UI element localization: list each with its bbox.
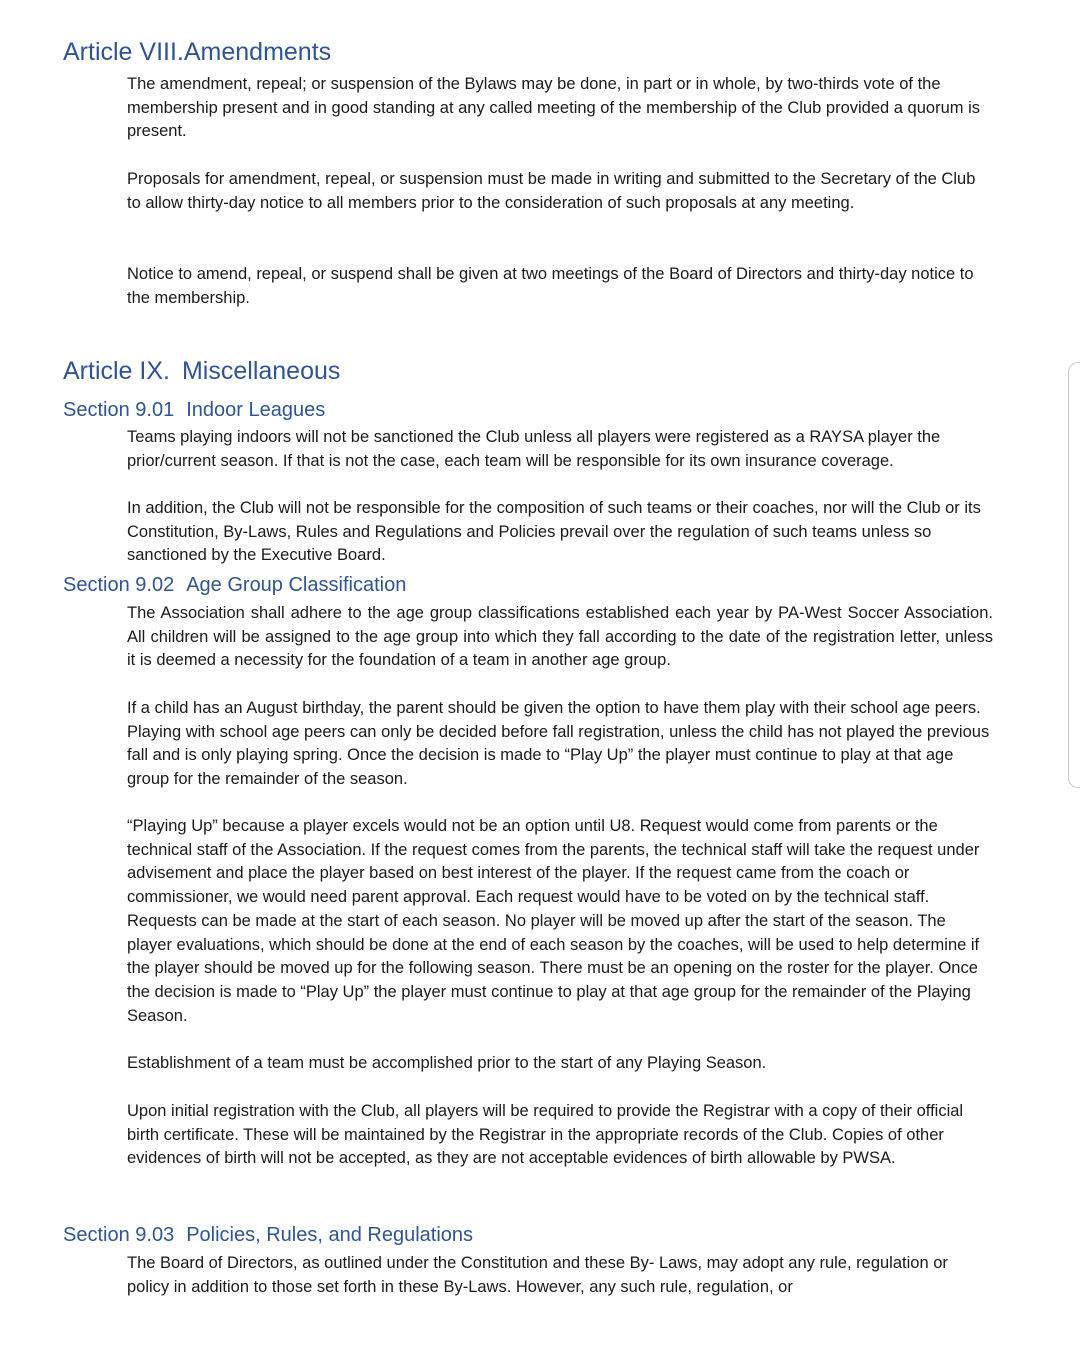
section-9-01-heading [63,397,325,423]
section-9-01-paragraph-2: In addition, the Club will not be responsible for the composition of such teams or their coaches, nor will the Club or its Constitution, By-Laws, Rules and Regulations and Policies prevail over the regulation of such teams unless so sanctioned by the Executive Board. [127,499,981,565]
section-9-01-number: Section 9.01 [63,399,175,421]
section-9-02-title: Age Group Classification [186,574,407,596]
section-9-01-paragraph-1: Teams playing indoors will not be sanctioned the Club unless all players were registered as a RAYSA player the prior/current season. If that is not the case, each team will be responsible for its own insurance coverage. [127,428,941,470]
section-9-02-paragraph-2: If a child has an August birthday, the parent should be given the option to have them play with their school age peers. Playing with school age peers can only be decided before fall registration, unless the child has not played the previous fall and is only playing spring. Once the decision is made to “Play Up” the player must continue to play at that age group for the remainder of the season. [127,699,990,789]
section-9-03-number: Section 9.03 [63,1224,175,1246]
scrollbar-handle[interactable] [1068,362,1080,788]
article-8-paragraph-2: Proposals for amendment, repeal, or suspension must be made in writing and submitted to the Secretary of the Club to allow thirty-day notice to all members prior to the consideration of such proposals at any meeting. [127,170,976,212]
article-8-paragraph-3: Notice to amend, repeal, or suspend shall be given at two meetings of the Board of Directors and thirty-day notice to the membership. [127,265,974,307]
article-8-heading: Article VIII.Amendments [63,38,332,66]
article-9-number: Article IX. [63,357,170,385]
section-9-02-paragraph-1: The Association shall adhere to the age group classifications established each year by PA-West Soccer Association. All children will be assigned to the age group into which they fall according to the date of the registration letter, unless it is deemed a necessity for the foundation of a team in another age group. [127,604,993,670]
article-9-heading [63,356,340,386]
section-9-03-heading [63,1222,473,1248]
section-9-02-paragraph-5: Upon initial registration with the Club, all players will be required to provide the Registrar with a copy of their official birth certificate. These will be maintained by the Registrar in the appropriate records of the Club. Copies of other evidences of birth will not be accepted, as they are not acceptable evidences of birth allowable by PWSA. [127,1102,964,1168]
section-9-02-heading [63,572,406,598]
section-9-02-paragraph-3: “Playing Up” because a player excels would not be an option until U8. Request would come from parents or the technical staff of the Association. If the request comes from the parents, the technical staff will take the request under advisement and place the player based on best interest of the player. If the request came from the coach or commissioner, we would need parent approval. Each request would have to be voted on by the technical staff. Requests can be made at the start of each season. No player will be moved up after the start of the season. The player evaluations, which should be done at the end of each season by the coaches, will be used to help determine if the player should be moved up for the following season. There must be an opening on the roster for the player. Once the decision is made to “Play Up” the player must continue to play at that age group for the remainder of the Playing Season. [127,817,980,1025]
section-9-01-title: Indoor Leagues [186,399,326,421]
section-9-02-number: Section 9.02 [63,574,175,596]
article-8-paragraph-1: The amendment, repeal; or suspension of the Bylaws may be done, in part or in whole, by two-thirds vote of the membership present and in good standing at any called meeting of the membership of the Club provided a quorum is present. [127,75,980,141]
article-9-title: Miscellaneous [181,357,341,385]
section-9-03-title: Policies, Rules, and Regulations [186,1224,474,1246]
section-9-03-paragraph-1: The Board of Directors, as outlined under the Constitution and these By- Laws, may adopt any rule, regulation or policy in addition to those set forth in these By-Laws. However, any such rule, regulation, or [127,1254,948,1296]
section-9-02-paragraph-4: Establishment of a team must be accomplished prior to the start of any Playing Season. [127,1054,767,1072]
